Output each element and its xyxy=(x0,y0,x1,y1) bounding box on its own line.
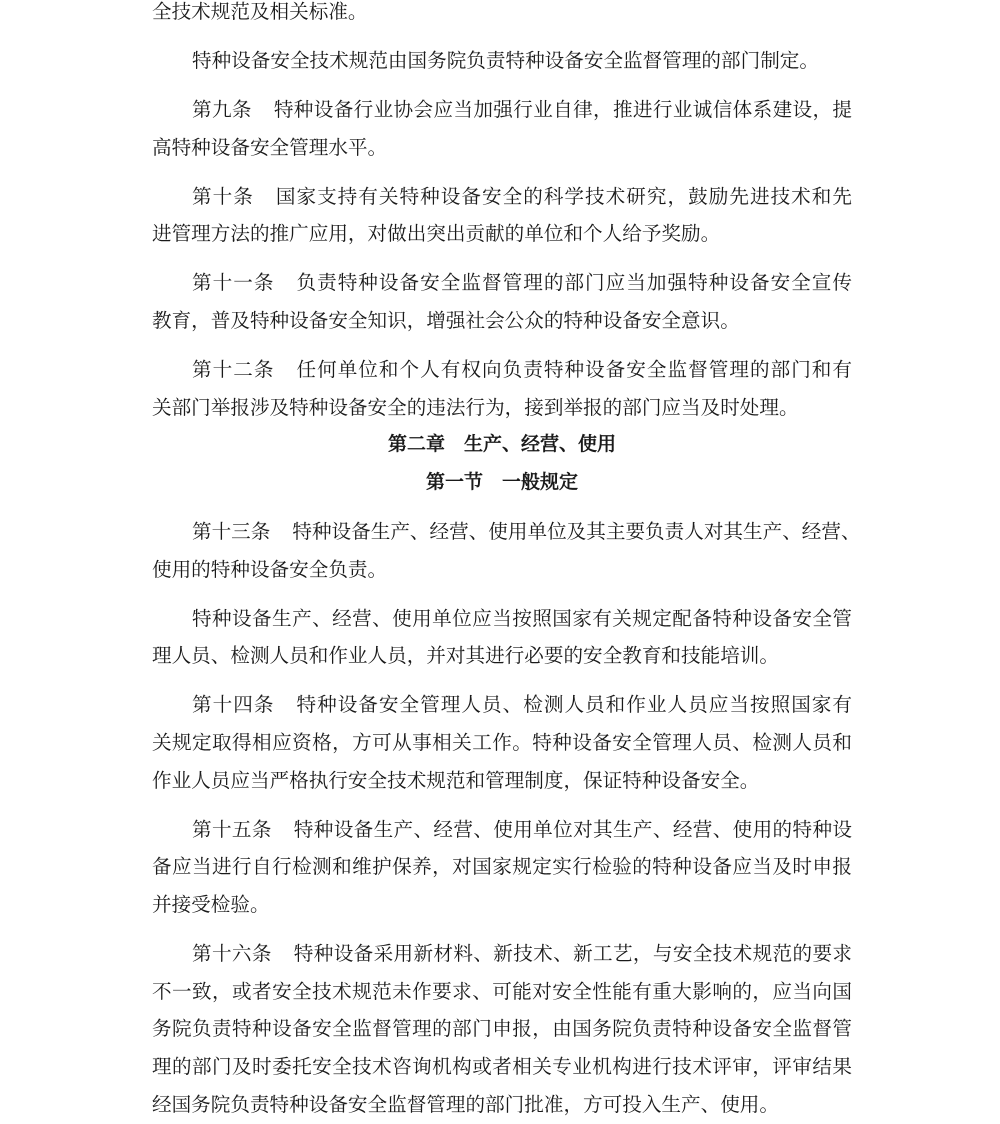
article-number: 第十四条 xyxy=(192,693,275,717)
article-number: 第十三条 xyxy=(192,520,271,544)
paragraph-line: 务院负责特种设备安全监督管理的部门申报，由国务院负责特种设备安全监督管 xyxy=(152,1017,852,1041)
article-text: 特种设备安全管理人员、检测人员和作业人员应当按照国家有 xyxy=(296,693,853,717)
article-number: 第十六条 xyxy=(192,942,272,966)
paragraph-line xyxy=(152,686,852,724)
article-text: 任何单位和个人有权向负责特种设备安全监督管理的部门和有 xyxy=(296,357,853,381)
article-text: 国家支持有关特种设备安全的科学技术研究，鼓励先进技术和先 xyxy=(275,184,853,208)
paragraph-line: 并接受检验。 xyxy=(152,893,270,917)
paragraph-line: 经国务院负责特种设备安全监督管理的部门批准，方可投入生产、使用。 xyxy=(152,1092,779,1116)
article-10 xyxy=(152,178,852,253)
paragraph-line xyxy=(152,178,852,216)
article-number: 第十一条 xyxy=(192,271,275,295)
paragraph-line: 作业人员应当严格执行安全技术规范和管理制度，保证特种设备安全。 xyxy=(152,768,760,792)
article-14 xyxy=(152,686,852,799)
paragraph-line: 不一致，或者安全技术规范未作要求、可能对安全性能有重大影响的，应当向国 xyxy=(152,979,852,1003)
article-11 xyxy=(152,264,852,339)
chapter-heading: 第二章 生产、经营、使用 xyxy=(387,433,616,456)
paragraph-line: 进管理方法的推广应用，对做出突出贡献的单位和个人给予奖励。 xyxy=(152,222,721,246)
paragraph-line: 理人员、检测人员和作业人员，并对其进行必要的安全教育和技能培训。 xyxy=(152,644,779,668)
article-text: 特种设备采用新材料、新技术、新工艺，与安全技术规范的要求 xyxy=(293,942,853,966)
paragraph-line: 关规定取得相应资格，方可从事相关工作。特种设备安全管理人员、检测人员和 xyxy=(152,731,852,755)
article-text: 负责特种设备安全监督管理的部门应当加强特种设备安全宣传 xyxy=(296,271,853,295)
article-number: 第九条 xyxy=(192,97,252,121)
article-number: 第十二条 xyxy=(192,357,275,381)
article-number: 第十条 xyxy=(192,184,254,208)
paragraph-line xyxy=(152,811,852,849)
paragraph-line: 高特种设备安全管理水平。 xyxy=(152,135,388,159)
article-12 xyxy=(152,351,852,426)
paragraph-line: 关部门举报涉及特种设备安全的违法行为，接到举报的部门应当及时处理。 xyxy=(152,395,799,419)
paragraph-line: 教育，普及特种设备安全知识，增强社会公众的特种设备安全意识。 xyxy=(152,309,740,332)
article-13 xyxy=(152,513,861,588)
article-15 xyxy=(152,811,852,924)
paragraph-line: 使用的特种设备安全负责。 xyxy=(152,557,388,581)
paragraph xyxy=(152,600,852,675)
article-number: 第十五条 xyxy=(192,817,272,841)
article-text: 特种设备行业协会应当加强行业自律，推进行业诚信体系建设，提 xyxy=(273,97,853,121)
section-heading: 第一节 一般规定 xyxy=(425,471,578,494)
paragraph-line: 备应当进行自行检测和维护保养，对国家规定实行检验的特种设备应当及时申报 xyxy=(152,855,852,879)
paragraph-line: 特种设备生产、经营、使用单位应当按照国家有关规定配备特种设备安全管 xyxy=(192,606,852,630)
article-9 xyxy=(152,91,852,166)
paragraph-line: 全技术规范及相关标准。 xyxy=(152,0,368,23)
paragraph-line xyxy=(152,264,852,302)
paragraph-line xyxy=(152,513,861,551)
paragraph-line xyxy=(152,351,852,389)
paragraph-line xyxy=(152,91,852,129)
article-16 xyxy=(152,935,852,1123)
paragraph-line: 特种设备安全技术规范由国务院负责特种设备安全监督管理的部门制定。 xyxy=(192,48,819,72)
article-text: 特种设备生产、经营、使用单位及其主要负责人对其生产、经营、 xyxy=(292,520,861,544)
article-text: 特种设备生产、经营、使用单位对其生产、经营、使用的特种设 xyxy=(293,817,853,841)
paragraph-line: 理的部门及时委托安全技术咨询机构或者相关专业机构进行技术评审，评审结果 xyxy=(152,1055,852,1079)
paragraph-line xyxy=(152,935,852,973)
document-page xyxy=(152,0,861,1124)
